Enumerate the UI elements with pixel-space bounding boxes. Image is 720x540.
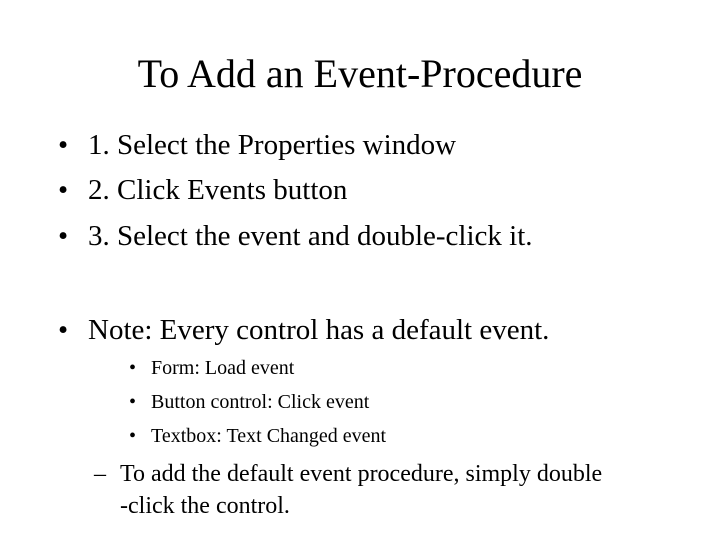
- step-item: 3. Select the event and double-click it.: [88, 220, 533, 252]
- bullet-icon: •: [58, 314, 69, 346]
- step-item: 2. Click Events button: [88, 174, 348, 206]
- example-item: Form: Load event: [151, 357, 295, 379]
- tip-line: To add the default event procedure, simply double: [120, 461, 603, 487]
- step-item: 1. Select the Properties window: [88, 129, 457, 161]
- bullet-icon: •: [58, 174, 69, 206]
- bullet-icon: •: [129, 391, 137, 413]
- example-item: Button control: Click event: [151, 391, 370, 413]
- slide-title: To Add an Event-Procedure: [137, 51, 583, 96]
- bullet-icon: •: [58, 129, 69, 161]
- note-item: Note: Every control has a default event.: [88, 314, 550, 346]
- example-item: Textbox: Text Changed event: [151, 425, 387, 447]
- bullet-icon: •: [129, 425, 137, 447]
- bullet-icon: •: [58, 220, 69, 252]
- dash-marker: –: [94, 461, 106, 487]
- tip-line: -click the control.: [120, 493, 290, 519]
- bullet-icon: •: [129, 357, 137, 379]
